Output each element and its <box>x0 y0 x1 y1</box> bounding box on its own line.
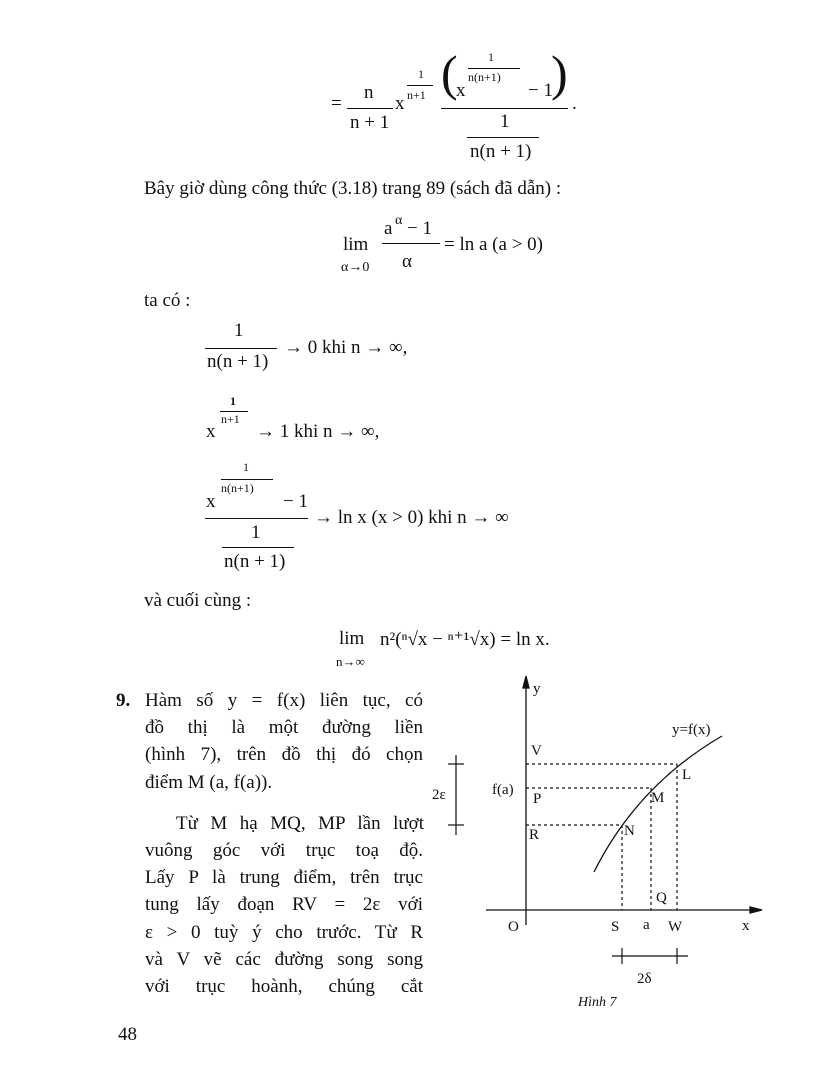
page-number: 48 <box>118 1024 137 1045</box>
label-R: R <box>529 827 540 843</box>
exp-den: n+1 <box>407 88 426 102</box>
intro-text: Bây giờ dùng công thức (3.18) trang 89 (sách đã dẫn) : <box>144 178 562 199</box>
right-paren: ) <box>551 45 568 101</box>
final-body: n²(ⁿ√x − ⁿ⁺¹√x) = ln x. <box>380 629 550 650</box>
frac-den: n + 1 <box>350 112 390 133</box>
l2-base: x <box>206 421 216 442</box>
problem-line: vuông góc với trục toạ độ. <box>145 840 423 861</box>
y-axis-arrow-icon <box>523 676 529 688</box>
paren-minus: − 1 <box>528 80 553 101</box>
dashed-lines <box>526 764 677 910</box>
period: . <box>572 93 577 114</box>
label-two-delta: 2δ <box>637 971 652 987</box>
l1-rest: → 0 khi n → ∞, <box>284 337 408 358</box>
problem-line: với trục hoành, chúng cắt <box>145 976 423 997</box>
label-two-eps: 2ε <box>432 787 446 803</box>
problem-line: ε > 0 tuỳ ý cho trước. Từ R <box>145 922 423 943</box>
lim-num-exp: α <box>395 213 403 228</box>
l3-rest: → ln x (x > 0) khi n → ∞ <box>314 507 509 528</box>
figure-caption: Hình 7 <box>578 995 617 1010</box>
problem-number: 9. <box>116 690 131 711</box>
problem-line: Từ M hạ MQ, MP lần lượt <box>176 813 424 834</box>
final-under: n→∞ <box>336 654 365 669</box>
l1-num: 1 <box>234 320 244 341</box>
frac-num: n <box>364 82 374 103</box>
problem-line: điểm M (a, f(a)). <box>145 772 273 793</box>
label-V: V <box>531 743 542 759</box>
lim-den: α <box>402 251 412 272</box>
label-M: M <box>651 790 665 806</box>
paren-exp-num: 1 <box>488 50 494 64</box>
label-y: y <box>533 681 541 697</box>
l3-minus: − 1 <box>283 491 308 512</box>
l3-base: x <box>206 491 216 512</box>
l3-exp-num: 1 <box>243 460 249 474</box>
problem-line: Lấy P là trung điểm, trên trục <box>145 867 423 888</box>
label-S: S <box>611 919 620 935</box>
label-origin: O <box>508 919 519 935</box>
label-curve: y=f(x) <box>672 722 711 738</box>
two-eps-marker <box>448 755 464 835</box>
left-paren: ( <box>441 45 458 101</box>
label-N: N <box>624 823 635 839</box>
label-L: L <box>682 767 692 783</box>
taco-text: ta có : <box>144 290 191 311</box>
big-den-den: n(n + 1) <box>470 141 532 162</box>
problem-line: (hình 7), trên đồ thị đó chọn <box>145 744 423 765</box>
lim-num-base: a <box>384 218 393 239</box>
label-x: x <box>742 918 750 934</box>
problem-line: Hàm số y = f(x) liên tục, có <box>145 690 423 711</box>
lim-word: lim <box>343 234 369 255</box>
x-base: x <box>395 93 405 114</box>
l2-exp-num: 1 <box>230 394 236 408</box>
problem-line: đồ thị là một đường liền <box>145 717 423 738</box>
paren-exp-den: n(n+1) <box>468 70 501 84</box>
problem-line: và V vẽ các đường song song <box>145 949 423 970</box>
lim-rhs: = ln a (a > 0) <box>444 234 543 255</box>
l3-den-den: n(n + 1) <box>224 551 286 572</box>
paren-x: x <box>456 80 466 101</box>
l3-den-num: 1 <box>251 522 261 543</box>
lim-num-rest: − 1 <box>407 218 432 239</box>
label-fa: f(a) <box>492 782 514 798</box>
big-den-num: 1 <box>500 111 510 132</box>
l3-exp-den: n(n+1) <box>221 481 254 495</box>
two-delta-marker <box>612 948 688 964</box>
l2-rest: → 1 khi n → ∞, <box>256 421 380 442</box>
x-axis-arrow-icon <box>750 907 762 913</box>
equals-sign: = <box>331 93 342 114</box>
label-W: W <box>668 919 683 935</box>
label-a: a <box>643 917 650 933</box>
l1-den: n(n + 1) <box>207 351 269 372</box>
exp-num: 1 <box>418 67 424 81</box>
l2-exp-den: n+1 <box>221 412 240 426</box>
lim-under: α→0 <box>341 260 370 275</box>
label-Q: Q <box>656 890 667 906</box>
problem-line: tung lấy đoạn RV = 2ε với <box>145 894 423 915</box>
final-lim: lim <box>339 628 365 649</box>
final-text: và cuối cùng : <box>144 590 252 611</box>
label-P: P <box>533 791 542 807</box>
